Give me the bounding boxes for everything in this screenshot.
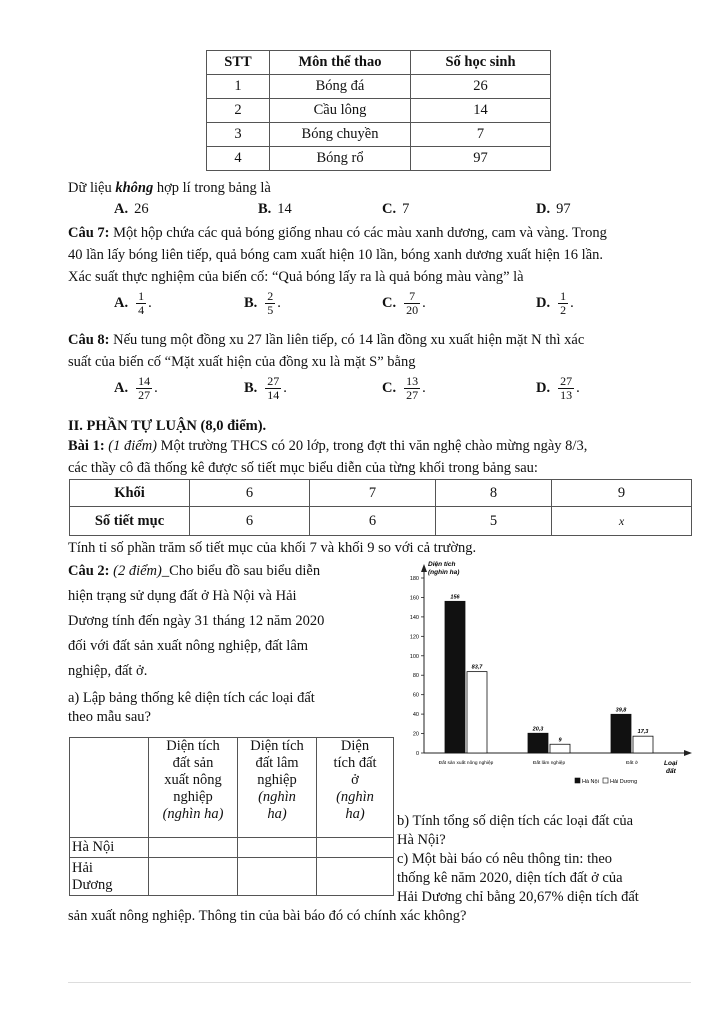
q8-option-d[interactable]: D. $\frac{27}{13}$ . — [536, 374, 580, 402]
q7-option-c[interactable]: C. $\frac{7}{20}$ . — [382, 289, 426, 317]
y-tick-label: 100 — [409, 653, 419, 660]
cau2-line-2: hiện trạng sử dụng đất ở Hà Nội và Hải — [68, 588, 297, 604]
table-cell — [149, 858, 238, 896]
col-header-forest: Diện tích đất lâm nghiệp (nghìn ha) — [238, 738, 317, 838]
part2-heading: II. PHẦN TỰ LUẬN (8,0 điểm). — [68, 418, 267, 434]
table-corner-cell — [70, 738, 149, 838]
cau2-line-1: Câu 2: (2 điểm)_Cho biểu đồ sau biểu diễn — [68, 563, 321, 579]
q7-option-d[interactable]: D. $\frac{1}{2}$ . — [536, 289, 574, 317]
q8-line-2: suất của biến cố “Mặt xuất hiện của đồng xu là mặt S” bằng — [68, 354, 416, 370]
table-cell: 3 — [207, 123, 270, 147]
x-category-label: Đất lâm nghiệp — [532, 761, 566, 766]
col-header-residential: Diện tích đất ở (nghìn ha) — [317, 738, 394, 838]
x-axis-label: Loại — [664, 760, 678, 767]
q6-option-b[interactable]: B. 14 — [258, 201, 292, 217]
land-table — [69, 737, 394, 896]
y-tick-label: 120 — [409, 634, 419, 641]
table-cell — [238, 858, 317, 896]
table-cell: 4 — [207, 147, 270, 171]
bar — [611, 714, 631, 753]
x-axis-arrow — [684, 750, 692, 756]
table-cell: 14 — [411, 99, 551, 123]
table-cell: Bóng đá — [270, 75, 411, 99]
table-cell: Bóng rổ — [270, 147, 411, 171]
bar — [550, 744, 570, 753]
cau2-b: b) Tính tổng số diện tích các loại đất của Hà Nội? — [397, 813, 634, 848]
table-cell: 7 — [411, 123, 551, 147]
bai1-line-1: Bài 1: (1 điểm) Một trường THCS có 20 lớp, trong đợt thi văn nghệ chào mừng ngày 8/3, — [68, 438, 588, 454]
bar — [528, 733, 548, 753]
bar-value-label: 156 — [450, 594, 460, 601]
cau2-a-line-1: a) Lập bảng thống kê diện tích các loại đất — [68, 690, 315, 706]
legend-swatch-hanoi — [575, 778, 580, 783]
row-label-count: Số tiết mục — [70, 507, 190, 536]
bai1-line-2: các thầy cô đã thống kê được số tiết mục biểu diễn của từng khối trong bảng sau: — [68, 460, 538, 476]
sports-table — [206, 50, 551, 171]
y-axis-label: Diện tích — [428, 561, 456, 568]
header-students: Số học sinh — [411, 51, 551, 75]
table-cell: 1 — [207, 75, 270, 99]
q8-option-a[interactable]: A. $\frac{14}{27}$ . — [114, 374, 158, 402]
bar-value-label: 20,3 — [532, 726, 544, 733]
bar-value-label: 17,3 — [637, 729, 649, 736]
cau2-line-5: nghiệp, đất ở. — [68, 663, 148, 679]
y-tick-label: 60 — [412, 692, 419, 699]
header-sport: Môn thể thao — [270, 51, 411, 75]
q7-line-1: Câu 7: Một hộp chứa các quả bóng giống nhau có các màu xanh dương, cam và vàng. Trong — [68, 225, 607, 241]
table-cell — [149, 838, 238, 858]
q7-option-a[interactable]: A. $\frac{1}{4}$ . — [114, 289, 152, 317]
row-label-hanoi: Hà Nội — [70, 838, 149, 858]
table-cell: 9 — [552, 480, 692, 507]
q8-line-1: Câu 8: Nếu tung một đồng xu 27 lần liên tiếp, có 14 lần đồng xu xuất hiện mặt N thì xác — [68, 332, 585, 348]
performance-table — [69, 479, 692, 536]
y-tick-label: 180 — [409, 576, 419, 582]
y-tick-label: 160 — [409, 595, 419, 602]
table-cell: Bóng chuyền — [270, 123, 411, 147]
table-cell: 8 — [436, 480, 552, 507]
table-cell: 6 — [190, 480, 310, 507]
table-cell: 97 — [411, 147, 551, 171]
bai1-question: Tính tỉ số phần trăm số tiết mục của khối 7 và khối 9 so với cả trường. — [68, 540, 477, 556]
legend-label-hanoi: Hà Nội — [582, 779, 599, 785]
table-cell: Cầu lông — [270, 99, 411, 123]
legend-label-haiduong: Hải Dương — [610, 779, 638, 785]
x-axis-label-2: đất — [666, 768, 676, 775]
bar-value-label: 83,7 — [471, 664, 483, 671]
table-cell — [317, 838, 394, 858]
table-cell: 26 — [411, 75, 551, 99]
col-header-agri: Diện tích đất sản xuất nông nghiệp (nghìn ha) — [149, 738, 238, 838]
q8-option-c[interactable]: C. $\frac{13}{27}$ . — [382, 374, 426, 402]
land-use-chart — [394, 556, 694, 791]
y-tick-label: 40 — [412, 712, 419, 719]
y-axis-label-unit: (nghìn ha) — [428, 569, 460, 576]
bar — [467, 672, 487, 753]
y-tick-label: 20 — [412, 731, 419, 738]
y-tick-label: 80 — [412, 673, 419, 680]
table-cell — [317, 858, 394, 896]
row-label-grade: Khối — [70, 480, 190, 507]
cau2-line-3: Dương tính đến ngày 31 tháng 12 năm 2020 — [68, 613, 325, 629]
q6-option-c[interactable]: C. 7 — [382, 201, 410, 217]
bar — [445, 601, 465, 753]
bar-value-label: 39,8 — [615, 707, 627, 714]
q7-line-2: 40 lần lấy bóng liên tiếp, quả bóng cam xuất hiện 10 lần, bóng xanh dương xuất hiện 16 lần. — [68, 247, 603, 263]
table-cell: x — [552, 507, 692, 536]
legend-swatch-haiduong — [603, 778, 608, 783]
x-category-label: Đất sản xuất nông nghiệp — [438, 761, 494, 766]
bar — [633, 736, 653, 753]
y-tick-label: 140 — [409, 614, 419, 621]
bar-value-label: 9 — [558, 737, 562, 744]
table-cell: 6 — [190, 507, 310, 536]
table-cell: 7 — [310, 480, 436, 507]
q6-option-d[interactable]: D. 97 — [536, 201, 571, 217]
q7-line-3: Xác suất thực nghiệm của biến cố: “Quả bóng lấy ra là quả bóng màu vàng” là — [68, 269, 524, 285]
table-cell: 2 — [207, 99, 270, 123]
cau2-c-line-4: sản xuất nông nghiệp. Thông tin của bài báo đó có chính xác không? — [68, 908, 467, 924]
row-label-haiduong: Hải Dương — [70, 858, 149, 896]
x-category-label: Đất ở — [626, 761, 638, 766]
q8-option-b[interactable]: B. $\frac{27}{14}$ . — [244, 374, 287, 402]
cau2-a-line-2: theo mẫu sau? — [68, 709, 151, 725]
header-stt: STT — [207, 51, 270, 75]
y-axis-arrow — [421, 564, 427, 572]
cau2-c: c) Một bài báo có nêu thông tin: theo thống kê năm 2020, diện tích đất ở của Hải Dương chỉ bằng 20,67% diện tích đất — [397, 851, 639, 905]
legend — [575, 778, 637, 785]
y-tick-label: 0 — [415, 751, 419, 757]
footer-divider — [68, 982, 691, 983]
table-cell — [238, 838, 317, 858]
table-cell: 5 — [436, 507, 552, 536]
q7-option-b[interactable]: B. $\frac{2}{5}$ . — [244, 289, 281, 317]
q6-option-a[interactable]: A. 26 — [114, 201, 149, 217]
table-cell: 6 — [310, 507, 436, 536]
cau2-line-4: đối với đất sản xuất nông nghiệp, đất lâm — [68, 638, 309, 654]
q6-stem: Dữ liệu không hợp lí trong bảng là — [68, 180, 271, 196]
